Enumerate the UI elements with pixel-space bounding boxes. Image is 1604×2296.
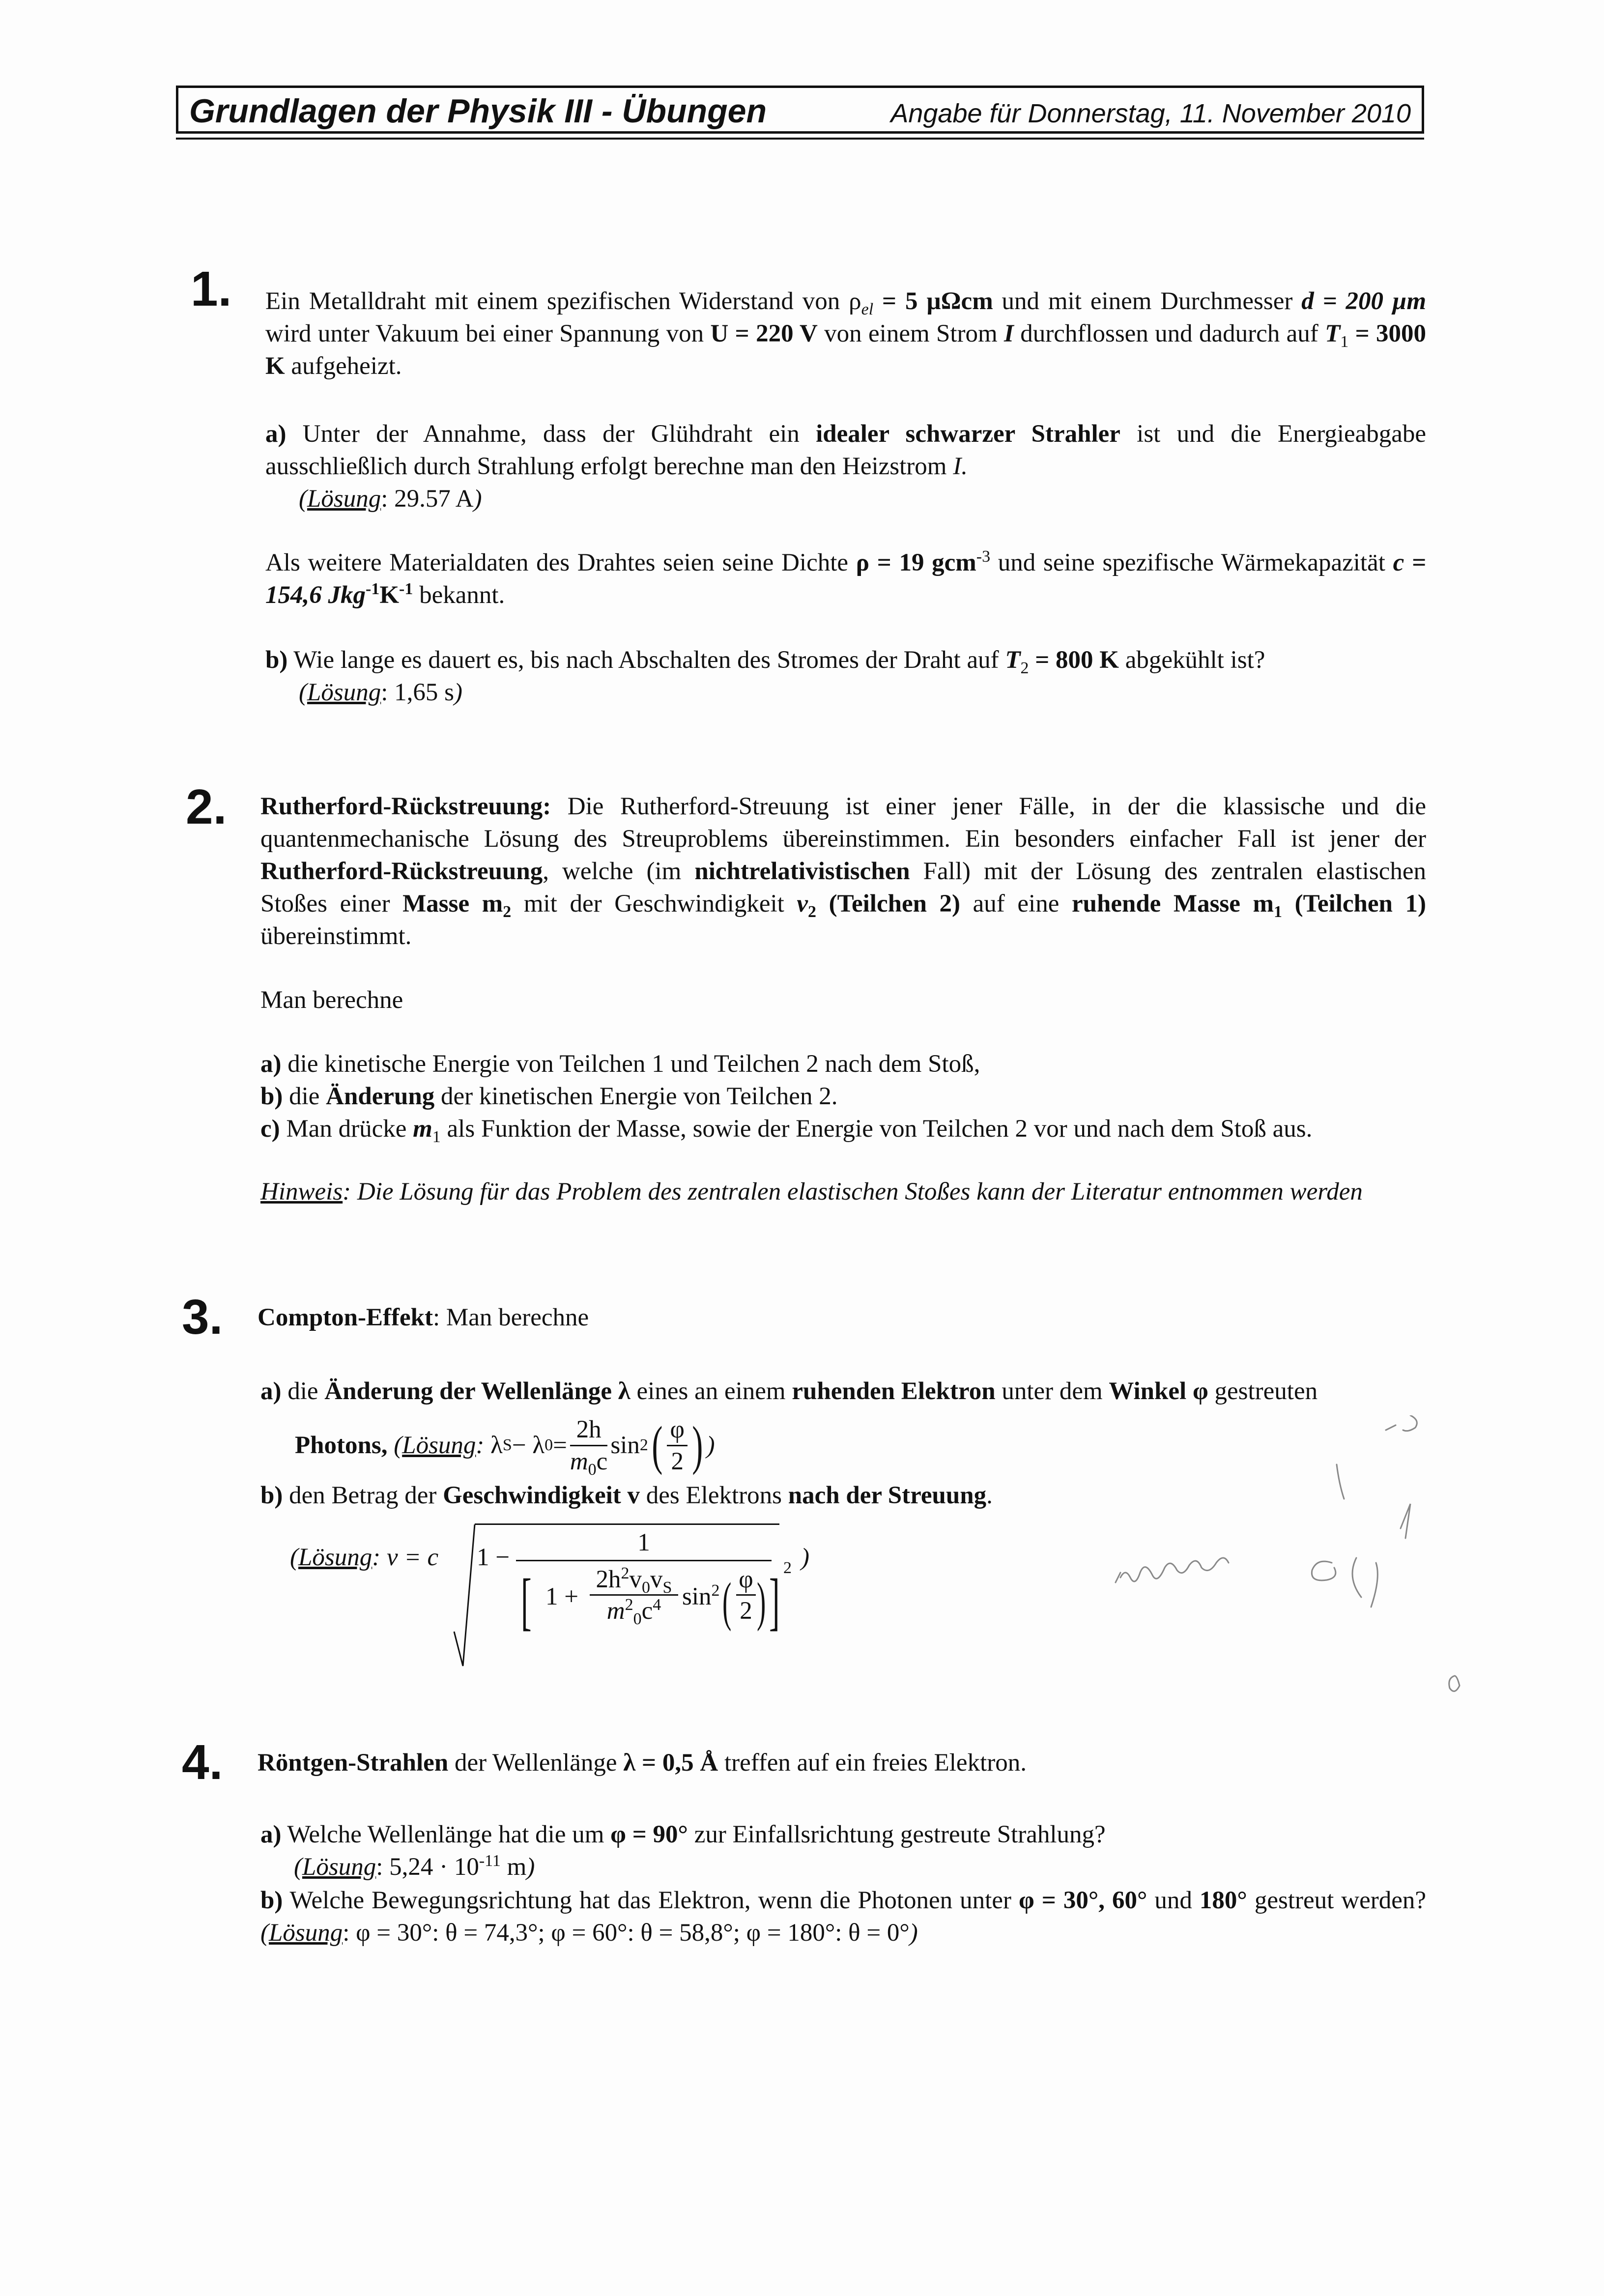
problem-1-material: Als weitere Materialdaten des Drahtes seien seine Dichte ρ = 19 gcm$^{-3}$ und seine spezifische Wärmekapazität c = 154,6 $Jkg^{-1}K^{-1}$ bekannt. — [265, 547, 1426, 609]
page-header — [176, 86, 1424, 134]
page-title: Grundlagen der Physik III - Übungen — [189, 92, 767, 130]
problem-3b-solution: (Lösung: v = c 1 − 1 [ 1 + $2h^2v_0v_S$ $m^2_0c^4$ $\sin^2$ ( φ 2 ) ] 2 ) — [290, 1523, 831, 1671]
problem-1a-solution: (Lösung: 29.57 A) — [299, 485, 482, 513]
handwritten-scribble-icon — [1101, 1415, 1504, 1759]
problem-1b-solution: (Lösung: 1,65 s) — [299, 679, 462, 706]
problem-2a: a) die kinetische Energie von Teilchen 1 und Teilchen 2 nach dem Stoß, — [260, 1050, 980, 1078]
problem-2b: b) die Änderung der kinetischen Energie von Teilchen 2. — [260, 1083, 838, 1110]
problem-3-intro: Compton-Effekt: Man berechne — [258, 1304, 589, 1331]
problem-2c: c) Man drücke $m_1$ als Funktion der Masse, sowie der Energie von Teilchen 2 vor und nach dem Stoß aus. — [260, 1115, 1313, 1147]
problem-4-intro: Röntgen-Strahlen der Wellenlänge λ = 0,5 Å treffen auf ein freies Elektron. — [258, 1749, 1027, 1777]
problem-1a: a) Unter der Annahme, dass der Glühdraht ein idealer schwarzer Strahler ist und die Energieabgabe ausschließlich durch Strahlung erfolgt berechne man den Heizstrom I. (Lösung: 29.57 A) — [265, 418, 1426, 515]
problem-3-number: 3. — [182, 1290, 223, 1345]
problem-3b: b) den Betrag der Geschwindigkeit v des Elektrons nach der Streuung. — [260, 1482, 993, 1509]
problem-2-hint: Hinweis: Die Lösung für das Problem des zentralen elastischen Stoßes kann der Literatur entnommen werden — [260, 1178, 1363, 1205]
problem-3a: a) die Änderung der Wellenlänge λ eines an einem ruhenden Elektron unter dem Winkel φ gestreuten — [260, 1378, 1318, 1405]
problem-1b: b) Wie lange es dauert es, bis nach Abschalten des Stromes der Draht auf $T_2 = 800$ K abgekühlt ist? (Lösung: 1,65 s) — [265, 644, 1426, 709]
problem-2-items — [260, 1048, 1426, 1145]
problem-4b: b) Welche Bewegungsrichtung hat das Elektron, wenn die Photonen unter φ = 30°, 60° und 180° gestreut werden? (Lösung: φ = 30°: θ = 74,3°; φ = 60°: θ = 58,8°; φ = 180°: θ = 0°) — [260, 1887, 1427, 1947]
problem-4a: a) Welche Wellenlänge hat die um φ = 90° zur Einfallsrichtung gestreute Strahlung? (Lösung: $5,24 \cdot 10^{-11}$ m) — [260, 1818, 1426, 1883]
header-rule — [176, 138, 1424, 140]
problem-2-lead: Man berechne — [260, 986, 403, 1014]
header-date: Angabe für Donnerstag, 11. November 2010 — [890, 99, 1411, 128]
problem-2-intro: Rutherford-Rückstreuung: Die Rutherford-Streuung ist einer jener Fälle, in der die klassische und die quantenmechanische Lösung des Streuproblems übereinstimmen. Ein besonders einfacher Fall ist jener der Rutherford-Rückstreuung, welche (im nichtrelativistischen Fall) mit der Lösung des zentralen elastischen Stoßes einer Masse $m_2$ mit der Geschwindigkeit $v_2$ (Teilchen 2) auf eine ruhende Masse $m_1$ (Teilchen 1) übereinstimmt. — [260, 793, 1427, 950]
problem-1-number: 1. — [191, 261, 232, 316]
problem-1-intro: Ein Metalldraht mit einem spezifischen Widerstand von $\rho_{el} = 5$ µΩcm und mit einem Durchmesser d = 200 µm wird unter Vakuum bei einer Spannung von U = 220 V von einem Strom I durchflossen und dadurch auf $T_1 = 3000$ K aufgeheizt. — [265, 287, 1426, 380]
problem-3a-solution: Photons, ( Lösung : λ S − λ 0 = $\frac{2h}{m_0c}$ sin 2 ( $\frac{\varphi}{2}$ ) ) — [295, 1408, 715, 1482]
sqrt-sign-icon — [452, 1523, 477, 1671]
problem-4-number: 4. — [182, 1735, 223, 1790]
problem-4a-solution: (Lösung: $5,24 \cdot 10^{-11}$ m) — [294, 1852, 535, 1881]
problem-2-number: 2. — [186, 779, 227, 834]
